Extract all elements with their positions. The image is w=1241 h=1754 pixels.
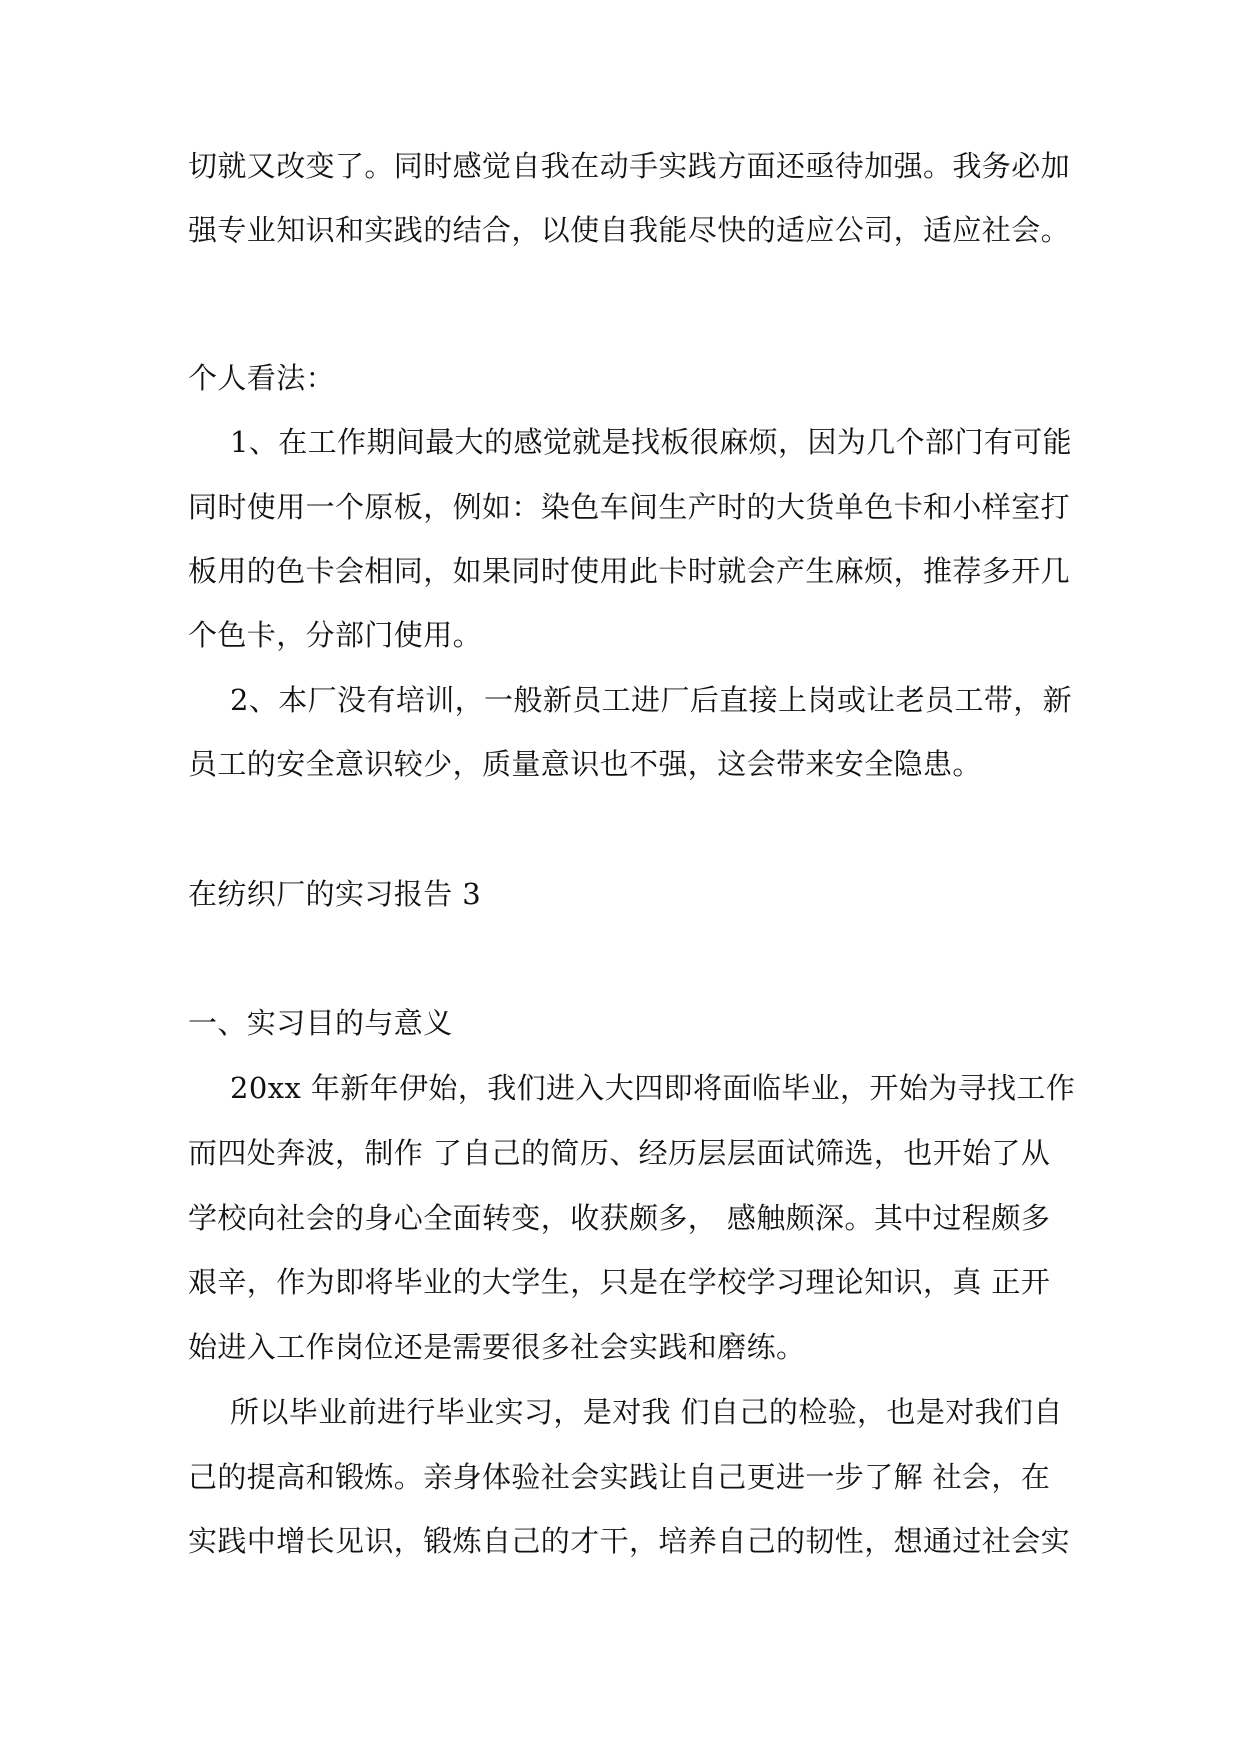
text-line: 艰辛，作为即将毕业的大学生，只是在学校学习理论知识，真 正开 — [188, 1265, 1051, 1299]
text-line: 20xx 年新年伊始，我们进入大四即将面临毕业，开始为寻找工作 — [230, 1071, 1076, 1105]
text-line: 个色卡，分部门使用。 — [188, 618, 483, 652]
text-line: 1、在工作期间最大的感觉就是找板很麻烦，因为几个部门有可能 — [230, 425, 1073, 459]
text-line: 切就又改变了。同时感觉自我在动手实践方面还亟待加强。我务必加 — [188, 149, 1071, 183]
text-line: 员工的安全意识较少，质量意识也不强，这会带来安全隐患。 — [188, 747, 982, 781]
text-line: 2、本厂没有培训，一般新员工进厂后直接上岗或让老员工带，新 — [230, 683, 1073, 717]
document-title: 在纺织厂的实习报告 3 — [188, 877, 482, 911]
text-line: 始进入工作岗位还是需要很多社会实践和磨练。 — [188, 1330, 806, 1364]
section-heading: 一、实习目的与意义 — [188, 1006, 453, 1040]
text-line: 实践中增长见识，锻炼自己的才干，培养自己的韧性，想通过社会实 — [188, 1524, 1071, 1558]
text-line: 板用的色卡会相同，如果同时使用此卡时就会产生麻烦，推荐多开几 — [188, 554, 1071, 588]
text-line: 而四处奔波，制作 了自己的简历、经历层层面试筛选，也开始了从 — [188, 1136, 1051, 1170]
text-line: 强专业知识和实践的结合，以使自我能尽快的适应公司，适应社会。 — [188, 213, 1071, 247]
text-line: 所以毕业前进行毕业实习，是对我 们自己的检验，也是对我们自 — [230, 1395, 1063, 1429]
text-line: 己的提高和锻炼。亲身体验社会实践让自己更进一步了解 社会，在 — [188, 1460, 1051, 1494]
text-line: 同时使用一个原板，例如：染色车间生产时的大货单色卡和小样室打 — [188, 490, 1071, 524]
text-line: 学校向社会的身心全面转变，收获颇多， 感触颇深。其中过程颇多 — [188, 1201, 1051, 1235]
section-heading: 个人看法： — [188, 361, 336, 395]
